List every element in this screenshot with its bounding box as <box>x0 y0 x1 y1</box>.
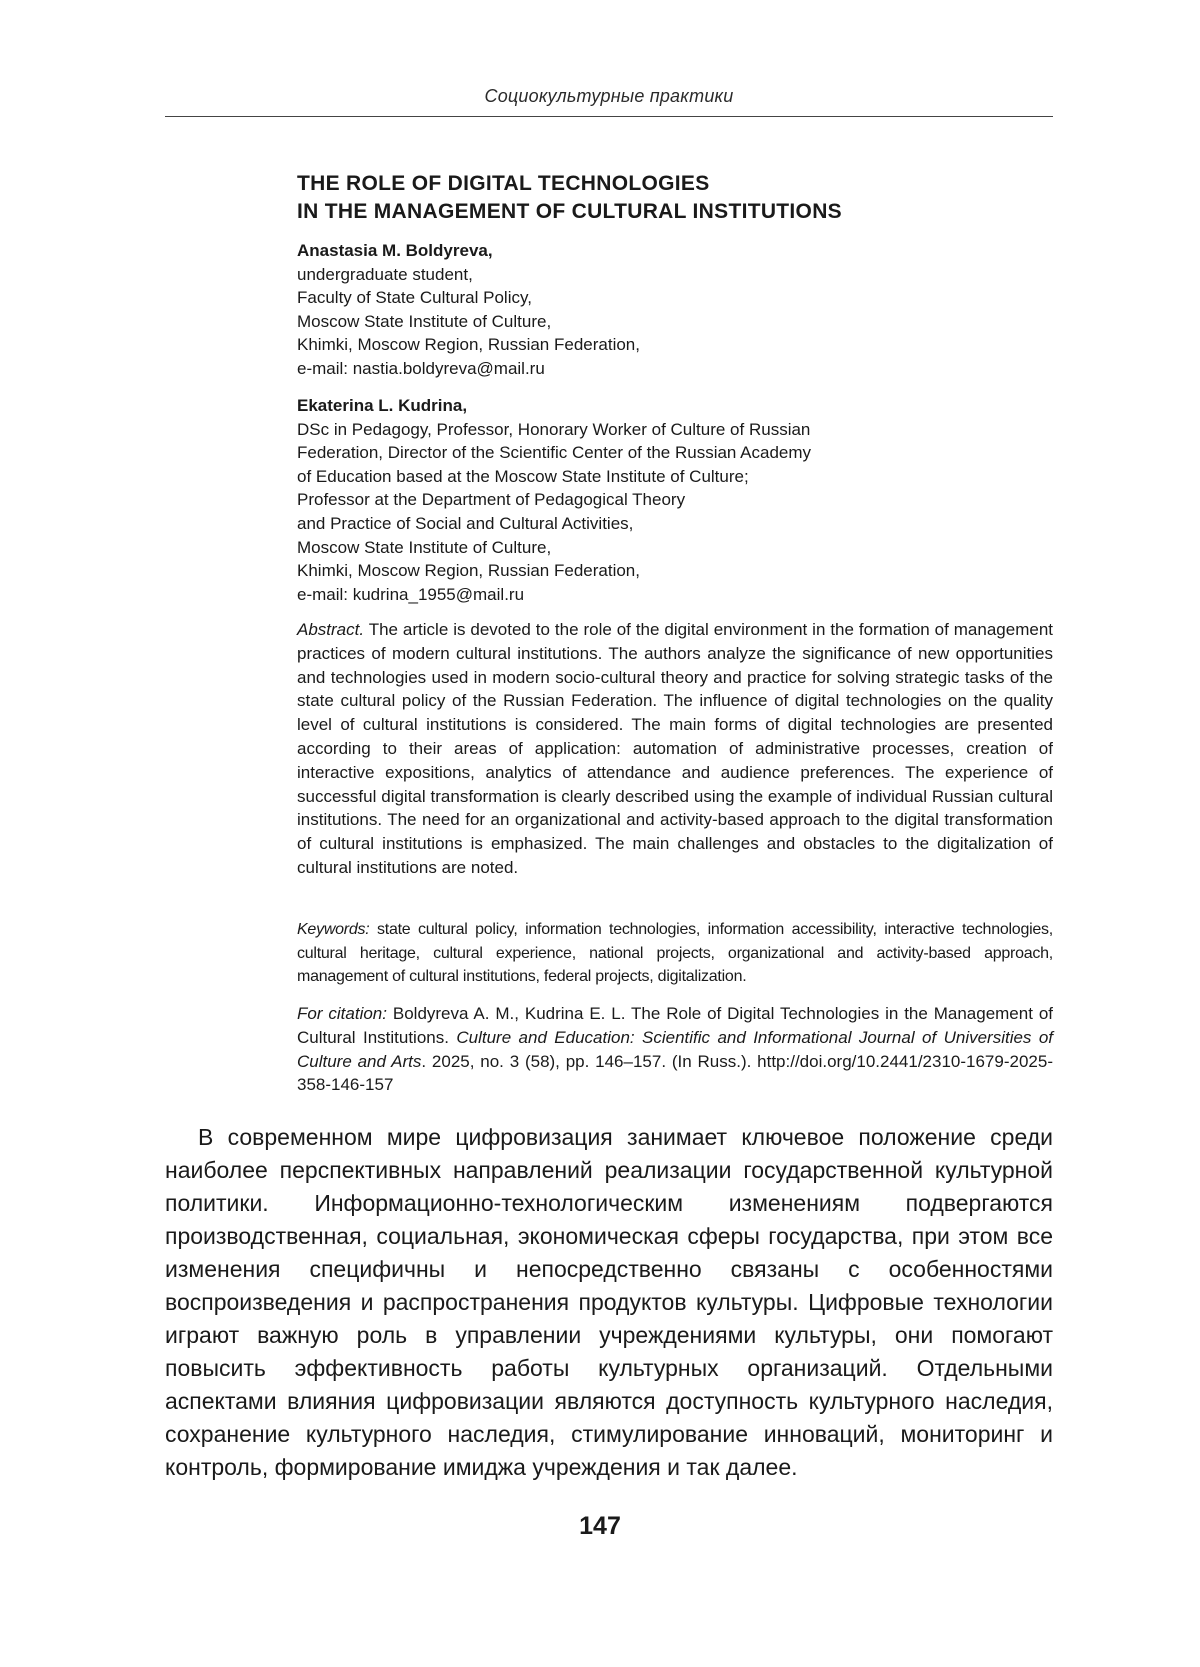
affiliation-line: and Practice of Social and Cultural Activities, <box>297 513 634 533</box>
keywords-label: Keywords: <box>297 921 370 938</box>
affiliation-line: of Education based at the Moscow State Institute of Culture; <box>297 466 749 486</box>
body-paragraph: В современном мире цифровизация занимает ключевое положение среди наиболее перспективных направлений реализации государственной культурной политики. Информационно-технологическим изменениям подвергаются производственная, социальная, экономическая сферы государства, при этом все изменения специфичны и непосредственно связаны с особенностями воспроизведения и распространения продуктов культуры. Цифровые технологии играют важную роль в управлении учреждениями культуры, они помогают повысить эффективность работы культурных организаций. Отдельными аспектами влияния цифровизации являются доступность культурного наследия, сохранение культурного наследия, стимулирование инноваций, мониторинг и контроль, формирование имиджа учреждения и так далее. <box>165 1124 1053 1480</box>
article-title <box>297 170 1057 226</box>
citation-details: . 2025, no. 3 (58), pp. 146–157. (In Russ.). http://doi.org/10.2441/2310-1679-2025-358-146-157 <box>297 1051 1053 1095</box>
author-email: e-mail: kudrina_1955@mail.ru <box>297 584 525 604</box>
author-name: Ekaterina L. Kudrina, <box>297 396 468 415</box>
author-email: e-mail: nastia.boldyreva@mail.ru <box>297 358 545 378</box>
title-line-2: IN THE MANAGEMENT OF CULTURAL INSTITUTIONS <box>297 200 842 223</box>
citation-text: Boldyreva A. M., Kudrina E. L. The Role of Digital Technologies in the Management of Cultural Institutions. <box>297 1004 1054 1047</box>
citation <box>297 1002 1053 1097</box>
author-name: Anastasia M. Boldyreva, <box>297 241 493 260</box>
affiliation-line: Moscow State Institute of Culture, <box>297 537 552 557</box>
affiliation-line: Faculty of State Cultural Policy, <box>297 288 532 308</box>
affiliation-line: Khimki, Moscow Region, Russian Federation, <box>297 335 640 355</box>
abstract-label: Abstract. <box>297 620 365 639</box>
author-block-1 <box>297 239 1057 381</box>
affiliation-line: Professor at the Department of Pedagogical Theory <box>297 490 686 510</box>
author-block-2 <box>297 394 1057 606</box>
affiliation-line: Moscow State Institute of Culture, <box>297 311 552 331</box>
keywords <box>297 918 1053 989</box>
running-head: Социокультурные практики <box>484 86 734 106</box>
header-divider <box>165 116 1053 117</box>
affiliation-line: Federation, Director of the Scientific Center of the Russian Academy <box>297 443 812 463</box>
page-number: 147 <box>579 1512 621 1540</box>
citation-label: For citation: <box>297 1004 387 1023</box>
affiliation-line: undergraduate student, <box>297 264 473 284</box>
keywords-text: state cultural policy, information technologies, information accessibility, interactive technologies, cultural heritage, cultural experience, national projects, organizational and activity-based approach, management of cultural institutions, federal projects, digitalization. <box>297 921 1053 985</box>
citation-journal: Culture and Education: Scientific and Informational Journal of Universities of Culture and Arts <box>297 1027 1054 1071</box>
affiliation-line: Khimki, Moscow Region, Russian Federation, <box>297 561 640 581</box>
title-line-1: THE ROLE OF DIGITAL TECHNOLOGIES <box>297 172 710 195</box>
abstract-text: The article is devoted to the role of the digital environment in the formation of management practices of modern cultural institutions. The authors analyze the significance of new opportunities and technologies used in modern socio-cultural theory and practice for solving strategic tasks of the state cultural policy of the Russian Federation. The influence of digital technologies on the quality level of cultural institutions is considered. The main forms of digital technologies are presented according to their areas of application: automation of administrative processes, creation of interactive expositions, analytics of attendance and audience preferences. The experience of successful digital transformation is clearly described using the example of individual Russian cultural institutions. The need for an organizational and activity-based approach to the digital transformation of cultural institutions is emphasized. The main challenges and obstacles to the digitalization of cultural institutions are noted. <box>297 620 1053 877</box>
affiliation-line: DSc in Pedagogy, Professor, Honorary Worker of Culture of Russian <box>297 419 811 439</box>
abstract <box>297 618 1053 880</box>
